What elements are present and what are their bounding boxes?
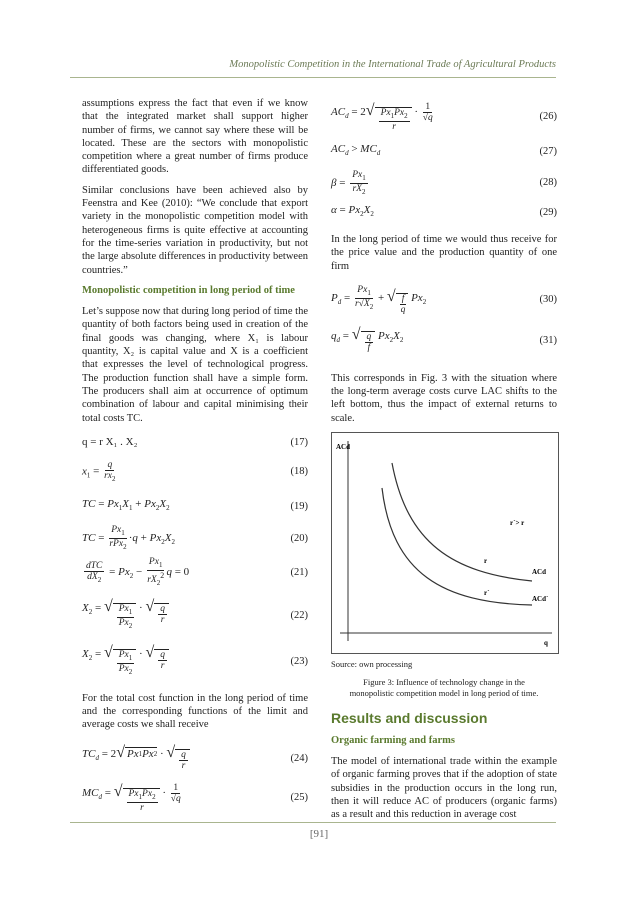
- equation-formula: $AC_d = 2√$ $\frac{Px_1Px_2}{r}$ · $\frac{1}{√q}$: [331, 102, 433, 132]
- equation-number: (22): [290, 610, 308, 622]
- equation-number: (23): [290, 656, 308, 668]
- equation-number: (25): [290, 792, 308, 804]
- equation-number: (29): [539, 207, 557, 219]
- section-heading: Results and discussion: [331, 710, 488, 727]
- curve-r-prime-end-label: ACd´: [532, 595, 549, 604]
- equation-formula: $TC_d = 2√$ Px 1 Px 2 · √ $\frac{q}{r}$: [82, 746, 190, 771]
- equation-formula: $P_d$ = $\frac{Px_1}{r√X_2}$ + √ $\frac{f}{q}$ $Px_2$: [331, 284, 427, 315]
- equation-formula: β = $\frac{Px_1}{rX_2}$: [331, 169, 366, 196]
- subheading: Monopolistic competition in long period of time: [82, 284, 295, 296]
- figure-3-chart: [331, 432, 559, 654]
- equation-17: [82, 432, 308, 454]
- left-column: [82, 97, 308, 817]
- equation-30: [331, 280, 557, 320]
- equation-20: [82, 524, 308, 554]
- equation-formula: TC = $Px_1X_1 + Px_2X_2$: [82, 498, 170, 513]
- equation-number: (27): [539, 146, 557, 158]
- equation-formula: TC = $\frac{Px_1}{rPx_2}$ $\cdot q + Px_2X_2$: [82, 525, 175, 552]
- paragraph: For the total cost function in the long period of time and the corresponding functions of the limit and average costs we shall receive: [82, 692, 308, 731]
- equation-21: [82, 554, 308, 592]
- y-axis-label: ACd: [336, 443, 351, 452]
- equation-19: [82, 490, 308, 524]
- equation-number: (20): [290, 533, 308, 545]
- equation-text: q = r X₁ . X₂: [82, 436, 138, 449]
- equation-number: (31): [539, 335, 557, 347]
- equation-formula: $X_2$ = √ $\frac{Px_1}{Px_2}$ · √ $\frac{q}{r}$: [82, 646, 169, 677]
- paragraph: Let’s suppose now that during long period of time the quantity of both factors being used in creation of the final goods was changing, where X₁ is labour quantity, X₂ is capital value and X is a coefficient that expresses the level of technological progress. The production function shall have a simple form. The producers shall aim at occurrence of optimum combination of labour and capital minimising their total costs TC.: [82, 306, 308, 424]
- paragraph: Similar conclusions have been achieved also by Feenstra and Kee (2010): “We conclude that export variety in the monopolistic competition model with heterogeneous firms is quite effective at accounting for the time-series variation in productivity, but not the large absolute differences in productivity between countries.”: [82, 184, 308, 276]
- annotation-r-prime-gt-r: r´> r: [510, 519, 525, 528]
- equation-formula: $q_d$ = √ $\frac{q}{f}$ $Px_2X_2$: [331, 326, 404, 354]
- curve-r-label: r: [484, 557, 488, 566]
- equation-number: (18): [290, 466, 308, 478]
- equation-formula: $AC_d > MC_d$: [331, 143, 381, 158]
- right-column: [331, 97, 557, 828]
- equation-number: (19): [290, 501, 308, 513]
- equation-number: (28): [539, 177, 557, 189]
- equation-29: [331, 199, 557, 227]
- curve-r-end-label: ACd: [532, 568, 547, 577]
- equation-formula: $X_2$ = √ $\frac{Px_1}{Px_2}$ · √ $\frac{q}{r}$: [82, 600, 169, 631]
- equation-number: (26): [539, 111, 557, 123]
- equation-28: [331, 167, 557, 199]
- equation-formula: $MC_d$ = √ $\frac{Px_1Px_2}{r}$ · $\frac{1}{√q}$: [82, 782, 181, 813]
- equation-25: [82, 779, 308, 817]
- equation-31: [331, 320, 557, 362]
- equation-24: [82, 739, 308, 779]
- x-axis-label: q: [544, 639, 548, 648]
- equation-number: (17): [290, 437, 308, 449]
- paragraph: In the long period of time we would thus receive for the price value and the production quantity of one firm: [331, 234, 557, 272]
- footer-rule: [70, 822, 556, 823]
- subheading: Organic farming and farms: [331, 734, 455, 746]
- chart-svg: [332, 433, 558, 653]
- equation-18: [82, 454, 308, 490]
- header-rule: [70, 77, 556, 78]
- paragraph: This corresponds in Fig. 3 with the situation where the long-term average costs curve LAC shifts to the left bottom, thus the impact of external returns to scale.: [331, 372, 557, 424]
- curve-r-prime-label: r´: [484, 589, 490, 598]
- equation-formula: $\frac{\text{dTC}}{dX_2}$ = $Px_2$ − $\frac{Px_1}{rX_2^2}$ q = 0: [86, 557, 190, 588]
- equation-27: [331, 137, 557, 167]
- equation-formula: $x_1$ = $\frac{q}{rx_2}$: [82, 459, 116, 483]
- equation-22: [82, 592, 308, 640]
- paragraph: assumptions express the fact that even if we know that the integrated market shall support higher number of firms, we cannot say where these will be located. These are the sectors with monopolistic competition where a great number of firms produce differentiated goods.: [82, 98, 308, 176]
- equation-23: [82, 640, 308, 684]
- equation-number: (21): [290, 567, 308, 579]
- figure-caption: Figure 3: Influence of technology change in the monopolistic competition model in long period of time.: [349, 677, 539, 698]
- running-header: Monopolistic Competition in the International Trade of Agricultural Products: [229, 59, 556, 70]
- equation-number: (24): [290, 753, 308, 765]
- equation-number: (30): [539, 294, 557, 306]
- figure-source: Source: own processing: [331, 659, 413, 670]
- paragraph: The model of international trade within the example of organic farming proves that if the adoption of state subsidies in the production occurs in the long run, then it will reduce AC of producers (organic farms) as a result and this reduction in average cost: [331, 755, 557, 821]
- equation-26: [331, 97, 557, 137]
- equation-formula: $\alpha = Px_2X_2$: [331, 204, 374, 219]
- page-number: [91]: [309, 828, 329, 840]
